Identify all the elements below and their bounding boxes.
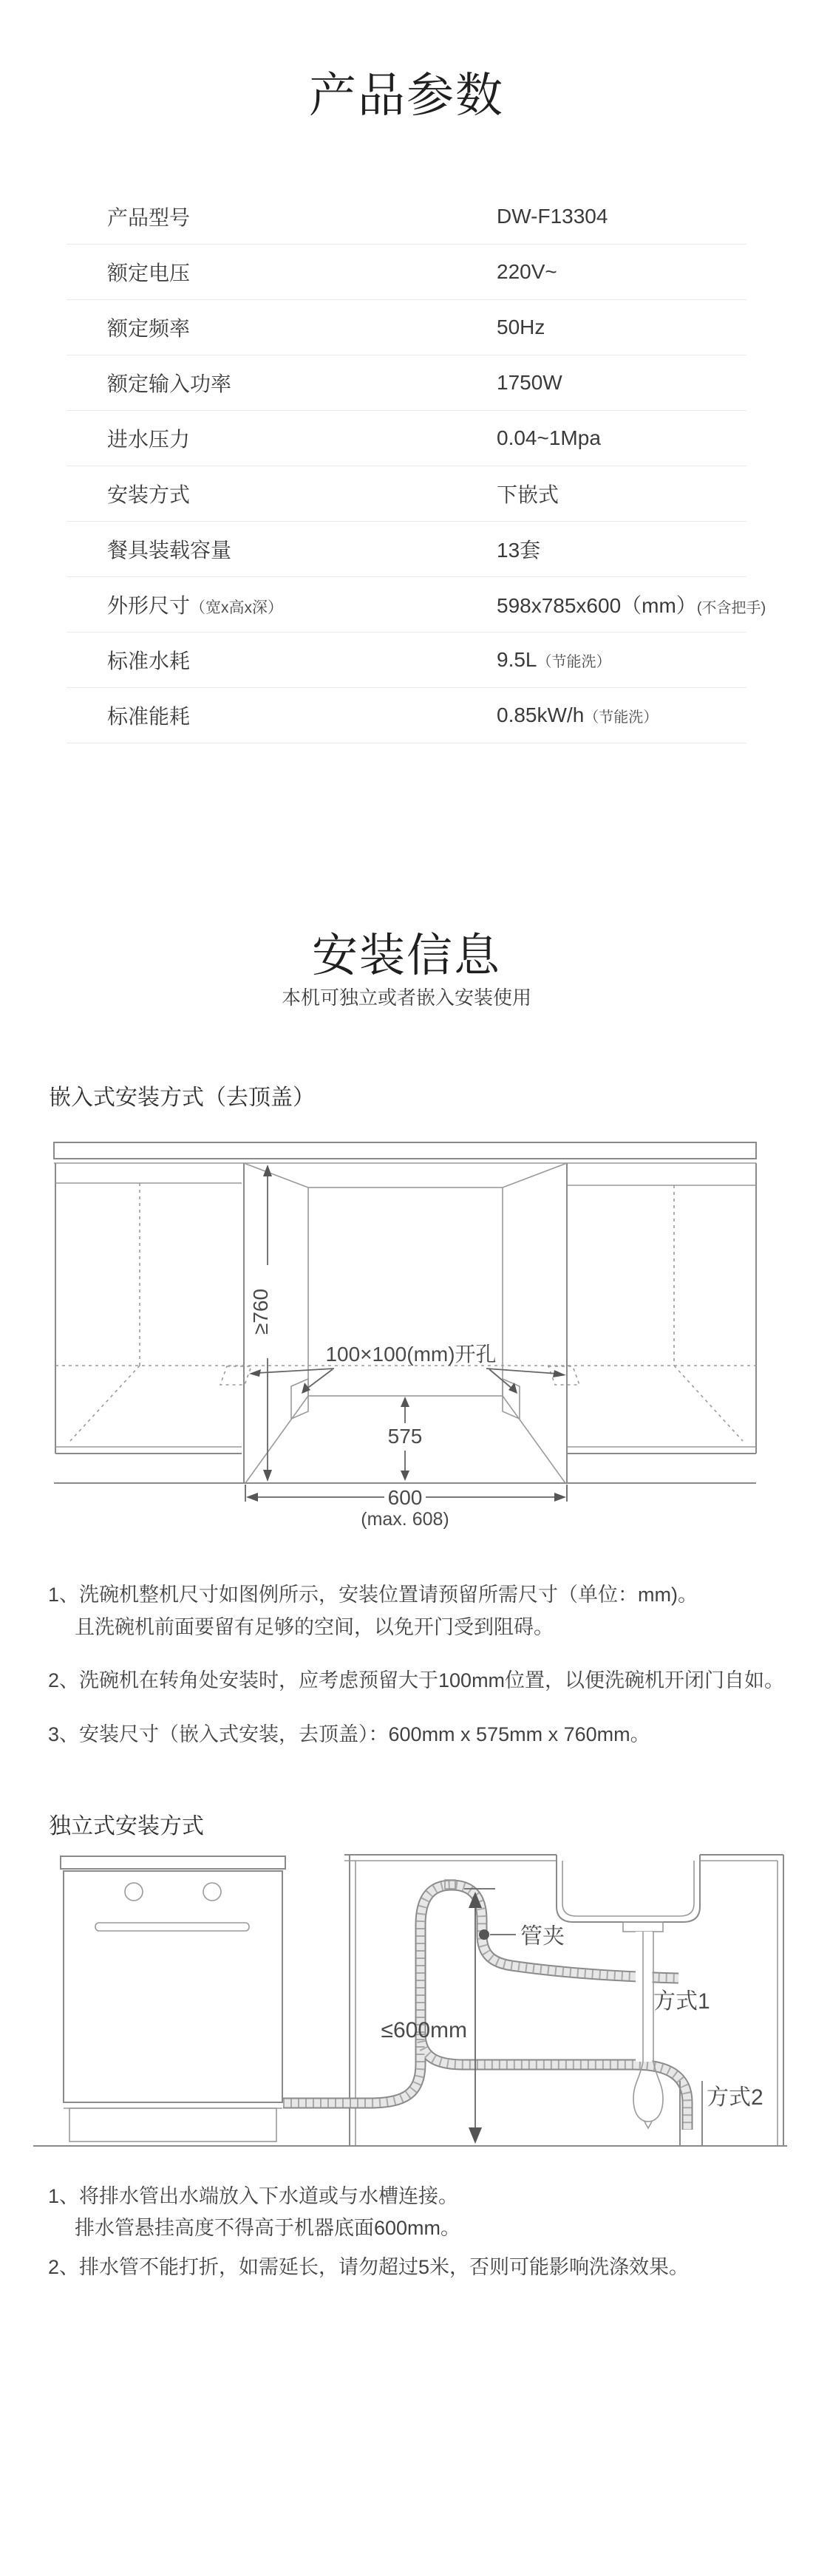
built-in-note-1: 1、洗碗机整机尺寸如图例所示，安装位置请预留所需尺寸（单位：mm)。: [48, 1584, 698, 1606]
row-value: 下嵌式: [497, 483, 559, 506]
row-value: DW-F13304: [497, 205, 608, 228]
built-in-note-3: 3、安装尺寸（嵌入式安装，去顶盖）：600mm x 575mm x 760mm。: [48, 1723, 650, 1745]
row-label: 餐具装载容量: [107, 539, 232, 562]
row-value-note: (不含把手): [696, 600, 766, 616]
depth-dimension: [388, 1397, 423, 1481]
clamp-label: 管夹: [520, 1924, 565, 1949]
table-row: [67, 522, 746, 577]
freestanding-note-1b: 排水管悬挂高度不得高于机器底面600mm。: [75, 2217, 461, 2239]
table-row: [67, 688, 746, 743]
row-label: 标准能耗: [107, 705, 191, 728]
row-label: 安装方式: [107, 483, 191, 506]
dishwasher-base: [69, 2108, 276, 2141]
freestanding-note-2: 2、排水管不能打折，如需延长，请勿超过5米，否则可能影响洗涤效果。: [48, 2256, 690, 2278]
built-in-installation-diagram: [44, 1134, 769, 1533]
row-label: 进水压力: [107, 428, 191, 451]
max-height-label: ≤600mm: [381, 2018, 467, 2042]
table-row: [67, 189, 746, 245]
cutout-dim-label: 100×100(mm)开孔: [325, 1343, 497, 1366]
row-label: 标准水耗: [107, 650, 191, 672]
freestanding-installation-diagram: [30, 1840, 791, 2158]
height-dimension: [249, 1165, 272, 1482]
width-max-label: (max. 608): [361, 1509, 449, 1530]
table-row: [67, 245, 746, 300]
heading-freestanding: 独立式安装方式: [49, 1814, 204, 1839]
table-row: [67, 300, 746, 355]
row-value: 9.5L: [497, 648, 537, 671]
row-label: 产品型号: [107, 206, 191, 229]
max-height-dimension: [381, 1892, 483, 2144]
row-value: 0.85kW/h: [497, 703, 585, 726]
drain-pipe: [623, 1922, 663, 2128]
cutout-hole-left: [220, 1366, 251, 1385]
table-row: [67, 355, 746, 411]
built-in-note-2: 2、洗碗机在转角处安装时，应考虑预留大于100mm位置，以便洗碗机开闭门自如。: [48, 1669, 785, 1691]
spec-table: [67, 189, 766, 743]
table-row: [67, 633, 746, 688]
row-label: 额定频率: [107, 317, 191, 340]
table-row: [67, 466, 746, 522]
row-label: 额定输入功率: [107, 372, 232, 395]
width-dim-label: 600: [387, 1486, 423, 1509]
row-label: 额定电压: [107, 262, 191, 284]
install-subtitle: 本机可独立或者嵌入安装使用: [281, 987, 531, 1009]
width-dimension: [245, 1485, 567, 1530]
clamp-marker-dot: [479, 1929, 489, 1940]
depth-dim-label: 575: [387, 1425, 423, 1448]
built-in-note-1b: 且洗碗机前面要留有足够的空间，以免开门受到阻碍。: [75, 1616, 554, 1638]
right-cabinet: [567, 1163, 756, 1454]
control-knob: [125, 1883, 143, 1901]
cutout-arrows: [249, 1369, 566, 1394]
row-label-note: （宽x高x深）: [190, 599, 284, 616]
row-value-note: （节能洗）: [537, 654, 611, 670]
row-value-note: （节能洗）: [584, 709, 659, 726]
row-value: 1750W: [497, 371, 562, 394]
row-value: 0.04~1Mpa: [497, 426, 601, 449]
dishwasher: [61, 1856, 285, 2141]
method1-label: 方式1: [653, 1989, 710, 2014]
left-cabinet: [55, 1163, 242, 1454]
door-handle: [95, 1923, 249, 1931]
row-label: 外形尺寸: [107, 594, 191, 617]
row-value: 50Hz: [497, 316, 545, 338]
height-dim-label: ≥760: [249, 1288, 272, 1335]
row-value: 220V~: [497, 260, 557, 283]
table-row: [67, 577, 766, 633]
countertop: [54, 1142, 756, 1159]
table-row: [67, 411, 746, 466]
row-value: 13套: [497, 539, 541, 562]
control-knob: [203, 1883, 221, 1901]
page-title-product-params: 产品参数: [309, 69, 504, 122]
heading-built-in: 嵌入式安装方式（去顶盖）: [49, 1086, 315, 1110]
page-title-install-info: 安装信息: [311, 930, 501, 981]
freestanding-note-1: 1、将排水管出水端放入下水道或与水槽连接。: [48, 2185, 459, 2207]
sink-basin: [557, 1855, 700, 1922]
method2-label: 方式2: [707, 2085, 763, 2110]
row-value: 598x785x600（mm）: [497, 594, 697, 617]
